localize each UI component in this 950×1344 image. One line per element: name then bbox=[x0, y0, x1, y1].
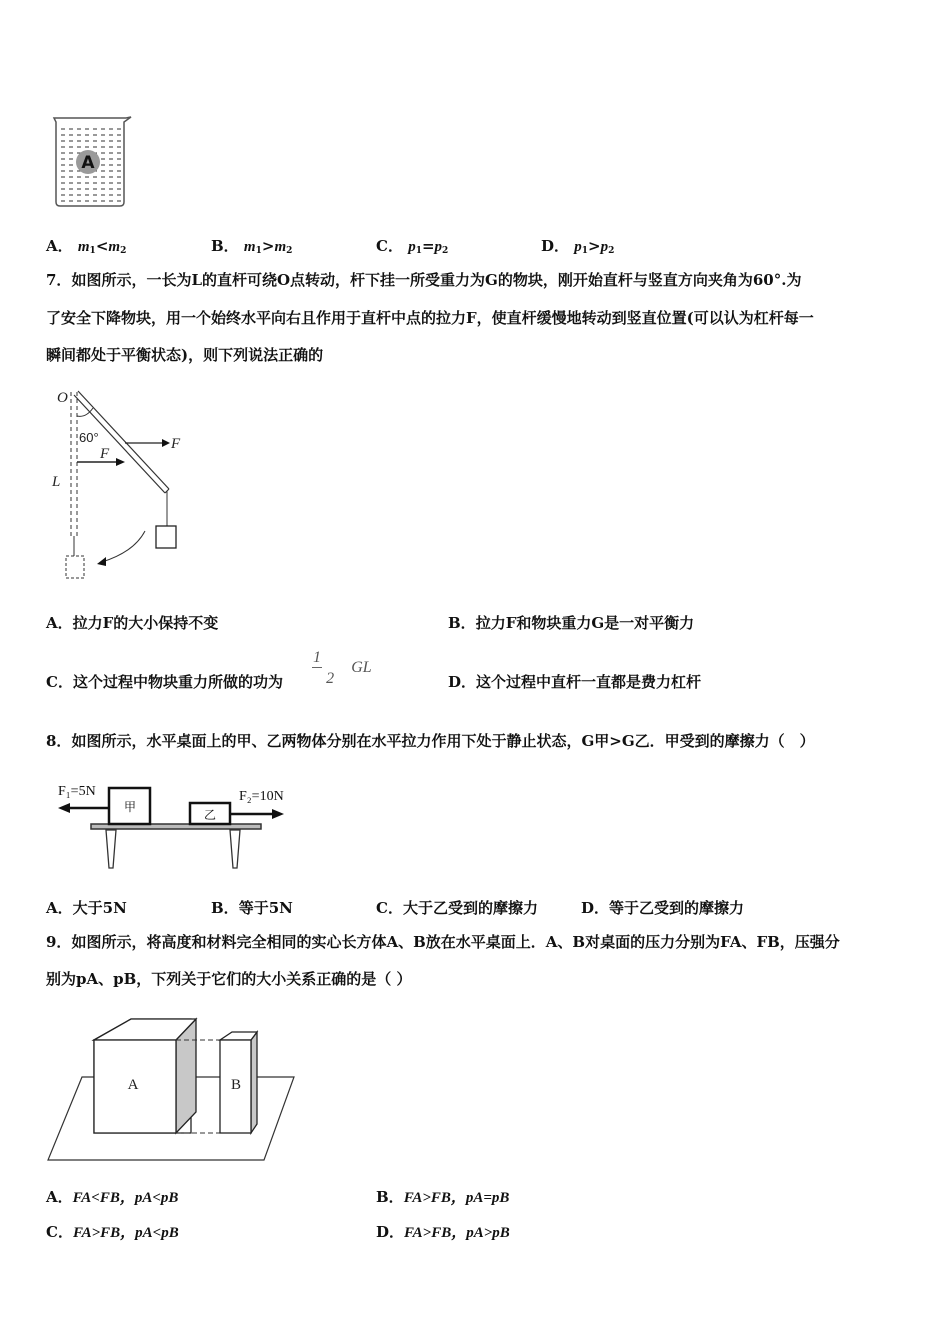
q8-table-figure bbox=[46, 778, 306, 873]
q9-blocks-figure bbox=[46, 1012, 301, 1167]
q8-option-a[interactable]: A．大于5N bbox=[46, 899, 127, 917]
beaker-diagram bbox=[52, 114, 134, 210]
q7-lever-figure bbox=[44, 386, 204, 586]
question-number: 7． bbox=[46, 271, 72, 289]
q9-option-d[interactable]: D．FA>FB，pA>pB bbox=[376, 1223, 510, 1241]
q8-option-b[interactable]: B．等于5N bbox=[211, 899, 293, 917]
q9-stem-line-2: 别为pA、pB，下列关于它们的大小关系正确的是（ ） bbox=[46, 970, 412, 988]
q7-option-c-formula: 1 2 GL bbox=[313, 649, 372, 687]
option-label: B． bbox=[211, 237, 239, 255]
f2-label: F₂=10N bbox=[239, 789, 284, 804]
force-label-lower: F bbox=[100, 446, 110, 462]
q6-option-a[interactable]: A． $m_1<m_2$ bbox=[46, 237, 127, 256]
q6-option-d[interactable]: D． $p_1>p_2$ bbox=[541, 237, 615, 256]
q9-option-a[interactable]: A．FA<FB，pA<pB bbox=[46, 1188, 179, 1206]
q7-option-b[interactable]: B．拉力F和物块重力G是一对平衡力 bbox=[448, 614, 695, 632]
option-label: C． bbox=[376, 237, 403, 255]
table-blocks-diagram bbox=[46, 778, 306, 873]
q7-option-d[interactable]: D．这个过程中直杆一直都是费力杠杆 bbox=[448, 673, 702, 691]
question-number: 8． bbox=[46, 732, 72, 750]
q8-option-d[interactable]: D．等于乙受到的摩擦力 bbox=[581, 899, 745, 917]
q6-option-b[interactable]: B． $m_1>m_2$ bbox=[211, 237, 293, 256]
q6-beaker-figure bbox=[52, 114, 134, 210]
q9-option-c[interactable]: C．FA>FB，pA<pB bbox=[46, 1223, 179, 1241]
q8-option-c[interactable]: C．大于乙受到的摩擦力 bbox=[376, 899, 538, 917]
option-label: A． bbox=[46, 237, 73, 255]
block-b-label: B bbox=[230, 1077, 242, 1093]
q6-option-c[interactable]: C． $p_1=p_2$ bbox=[376, 237, 449, 256]
pivot-label: O bbox=[57, 390, 68, 406]
q7-option-c[interactable]: C．这个过程中物块重力所做的功为 bbox=[46, 673, 283, 691]
q7-stem-line-1: 7．如图所示，一长为L的直杆可绕O点转动，杆下挂一所受重力为G的物块，刚开始直杆与竖直方向夹角为60°.为 bbox=[46, 271, 802, 289]
q9-stem-line-1: 9．如图所示，将高度和材料完全相同的实心长方体A、B放在水平桌面上．A、B对桌面的压力分别为FA、FB，压强分 bbox=[46, 933, 840, 951]
block1-label: 甲 bbox=[123, 800, 137, 814]
question-number: 9． bbox=[46, 933, 72, 951]
q7-stem-line-3: 瞬间都处于平衡状态)，则下列说法正确的 bbox=[46, 346, 324, 364]
q7-stem-line-2: 了安全下降物块，用一个始终水平向右且作用于直杆中点的拉力F，使直杆缓慢地转动到竖直位置(可以认为杠杆每一 bbox=[46, 309, 814, 327]
lever-diagram bbox=[44, 386, 204, 586]
option-label: D． bbox=[541, 237, 570, 255]
block2-label: 乙 bbox=[203, 808, 217, 822]
f1-label: F₁=5N bbox=[58, 784, 96, 799]
block-a-label: A bbox=[127, 1077, 139, 1093]
blocks-diagram bbox=[46, 1012, 301, 1167]
length-label: L bbox=[52, 474, 61, 490]
q7-option-a[interactable]: A．拉力F的大小保持不变 bbox=[46, 614, 219, 632]
q8-stem: 8．如图所示，水平桌面上的甲、乙两物体分别在水平拉力作用下处于静止状态，G甲>G乙．甲受到的摩擦力（ ） bbox=[46, 732, 815, 750]
angle-label: 60° bbox=[79, 430, 99, 445]
q9-option-b[interactable]: B．FA>FB，pA=pB bbox=[376, 1188, 510, 1206]
force-label-upper: F bbox=[171, 436, 181, 452]
ball-label: A bbox=[81, 153, 95, 173]
